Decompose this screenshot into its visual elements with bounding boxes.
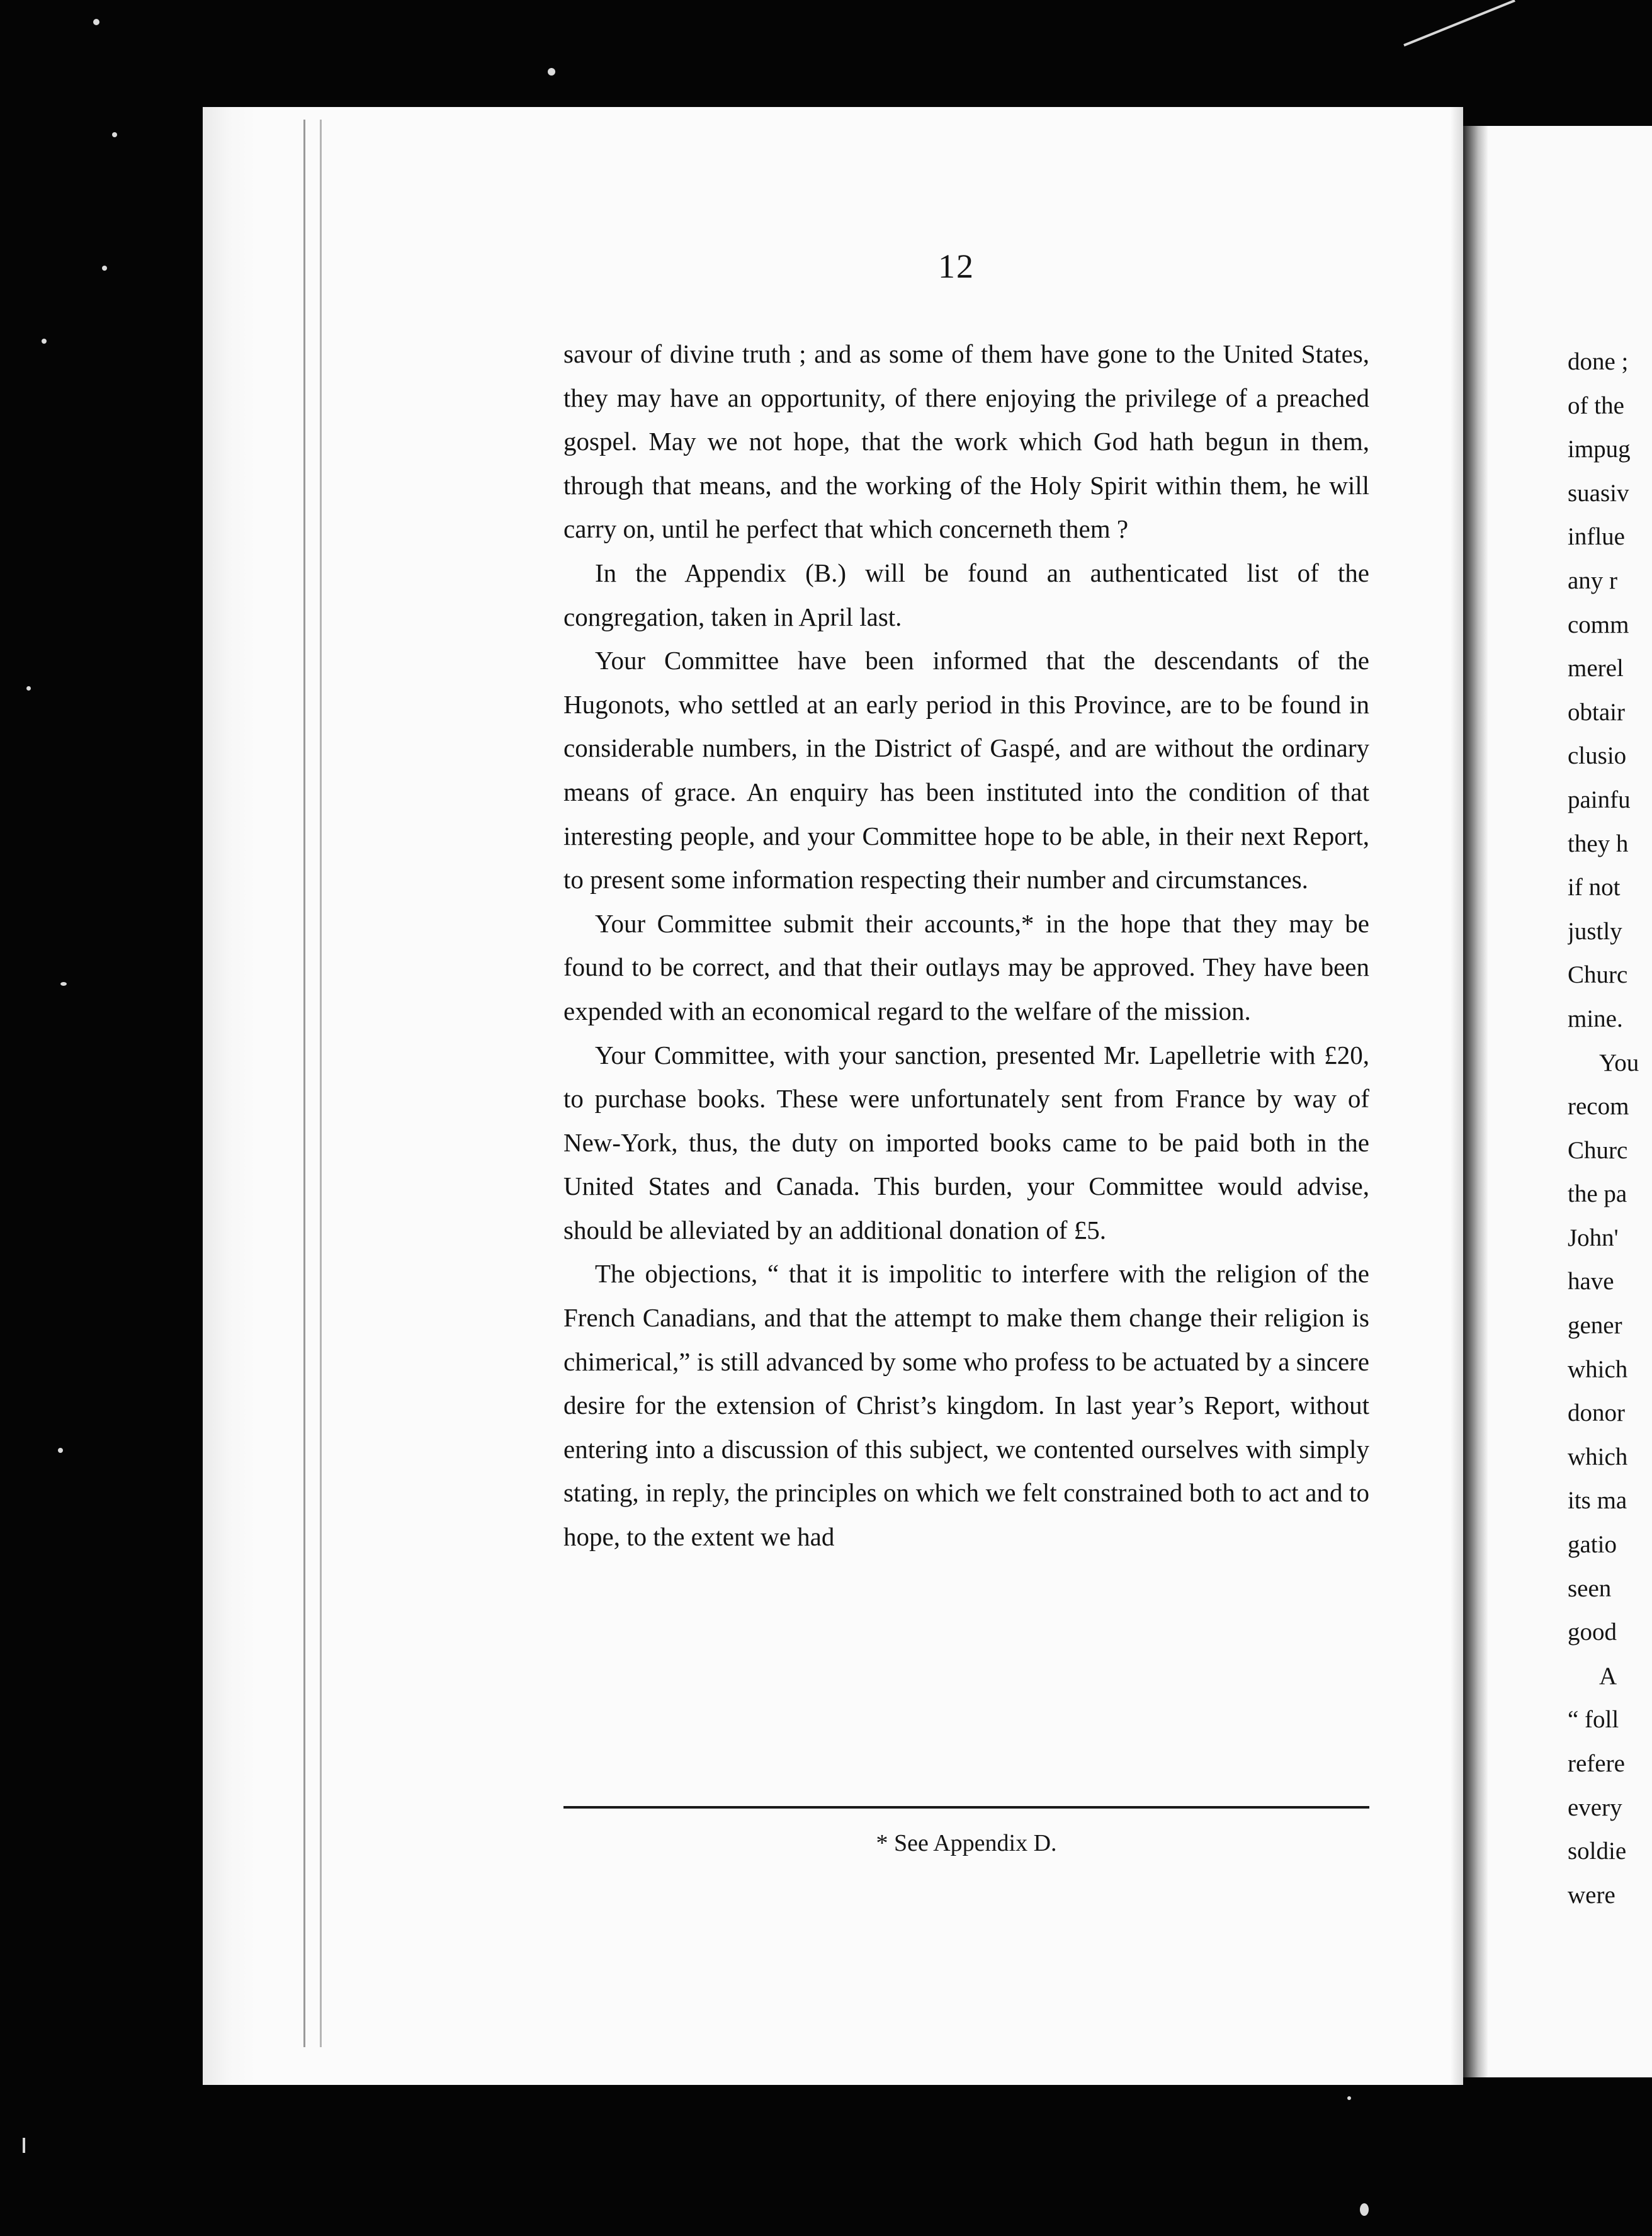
facing-line: the pa xyxy=(1568,1180,1627,1208)
paragraph: Your Committee have been informed that the descendants of the Hugonots, who settled at an early period in this Province, are to be found in considerable numbers, in the District of Gaspé, and are without the ordinary means of grace. An enquiry has been instituted into the condition of that interesting people, and your Committee hope to be able, in their next Report, to present some information respecting their number and circumstances. xyxy=(563,646,1369,895)
facing-line: clusio xyxy=(1568,742,1627,770)
page-edge xyxy=(1451,107,1463,2085)
dust-speck xyxy=(60,982,67,986)
facing-line: recom xyxy=(1568,1093,1629,1121)
facing-line: any r xyxy=(1568,567,1618,594)
gutter-line xyxy=(303,120,305,2047)
facing-line: Churc xyxy=(1568,961,1628,989)
facing-line: Churc xyxy=(1568,1136,1628,1164)
gutter-line xyxy=(320,120,322,2047)
facing-line: gener xyxy=(1568,1312,1622,1340)
footnote: * See Appendix D. xyxy=(876,1830,1057,1856)
facing-line: soldie xyxy=(1568,1838,1627,1865)
paragraph: In the Appendix (B.) will be found an authenticated list of the congregation, taken in April last. xyxy=(563,558,1369,631)
dust-speck xyxy=(1347,2096,1351,2100)
paragraph: The objections, “ that it is impolitic to interfere with the religion of the French Canadians, and that the attempt to make them change their religion is chimerical,” is still advanced by some who profess to be actuated by a sincere desire for the extension of Christ’s kingdom. In last year’s Report, without entering into a discussion of this subject, we contented ourselves with simply stating, in reply, the principles on which we felt constrained both to act and to hope, to the extent we had xyxy=(563,1259,1369,1552)
facing-line: You xyxy=(1599,1049,1639,1076)
paragraph: Your Committee submit their accounts,* in the hope that they may be found to be correct, and that their outlays may be approved. They have been expended with an economical regard to the welfare of the mission. xyxy=(563,908,1369,1025)
facing-line: every xyxy=(1568,1793,1622,1821)
facing-line: influe xyxy=(1568,523,1625,551)
facing-line: merel xyxy=(1568,655,1624,682)
dust-speck xyxy=(112,132,117,137)
facing-line: A xyxy=(1599,1662,1617,1690)
facing-line: refere xyxy=(1568,1750,1625,1777)
dust-speck xyxy=(548,68,555,76)
facing-line: good xyxy=(1568,1618,1617,1646)
dust-speck xyxy=(93,19,99,25)
facing-page-text xyxy=(1568,340,1652,1917)
page-body xyxy=(563,332,1369,1559)
facing-line: they h xyxy=(1568,830,1629,857)
facing-line: painfu xyxy=(1568,786,1631,813)
facing-line: justly xyxy=(1568,917,1622,945)
dust-speck xyxy=(26,686,31,691)
film-scratch xyxy=(23,2138,25,2153)
facing-line: were xyxy=(1568,1881,1615,1909)
facing-line: impug xyxy=(1568,436,1631,463)
page-number: 12 xyxy=(938,247,975,285)
facing-line: obtair xyxy=(1568,698,1625,726)
footnote-rule xyxy=(563,1806,1369,1809)
gutter-shadow xyxy=(203,107,335,2085)
dust-speck xyxy=(42,339,47,344)
dust-speck xyxy=(102,266,107,271)
dust-speck xyxy=(58,1448,63,1453)
facing-line: its ma xyxy=(1568,1487,1627,1515)
dust-speck xyxy=(1360,2203,1369,2216)
facing-line: if not xyxy=(1568,874,1621,901)
facing-line: which xyxy=(1568,1443,1628,1471)
facing-line: mine. xyxy=(1568,1005,1623,1032)
facing-line: “ foll xyxy=(1568,1706,1619,1734)
facing-line: seen xyxy=(1568,1574,1612,1602)
facing-line: done ; xyxy=(1568,348,1629,375)
film-scratch xyxy=(1403,0,1515,47)
facing-line: comm xyxy=(1568,611,1629,638)
facing-line: John' xyxy=(1568,1224,1619,1251)
facing-line: which xyxy=(1568,1355,1628,1383)
paragraph: savour of divine truth ; and as some of them have gone to the United States, they may have an opportunity, of there enjoying the privilege of a preached gospel. May we not hope, that the work which God hath begun in them, through that means, and the working of the Holy Spirit within them, he will carry on, until he perfect that which concerneth them ? xyxy=(563,339,1369,544)
facing-line: suasiv xyxy=(1568,479,1629,507)
facing-page-shadow xyxy=(1463,126,1488,2077)
facing-line: have xyxy=(1568,1268,1614,1296)
paragraph: Your Committee, with your sanction, presented Mr. Lapelletrie with £20, to purchase books. These were unfortunately sent from France by way of New-York, thus, the duty on imported books came to be paid both in the United States and Canada. This burden, your Committee would advise, should be alleviated by an additional donation of £5. xyxy=(563,1040,1369,1245)
facing-line: gatio xyxy=(1568,1531,1617,1559)
facing-line: of the xyxy=(1568,392,1624,419)
facing-line: donor xyxy=(1568,1399,1625,1427)
